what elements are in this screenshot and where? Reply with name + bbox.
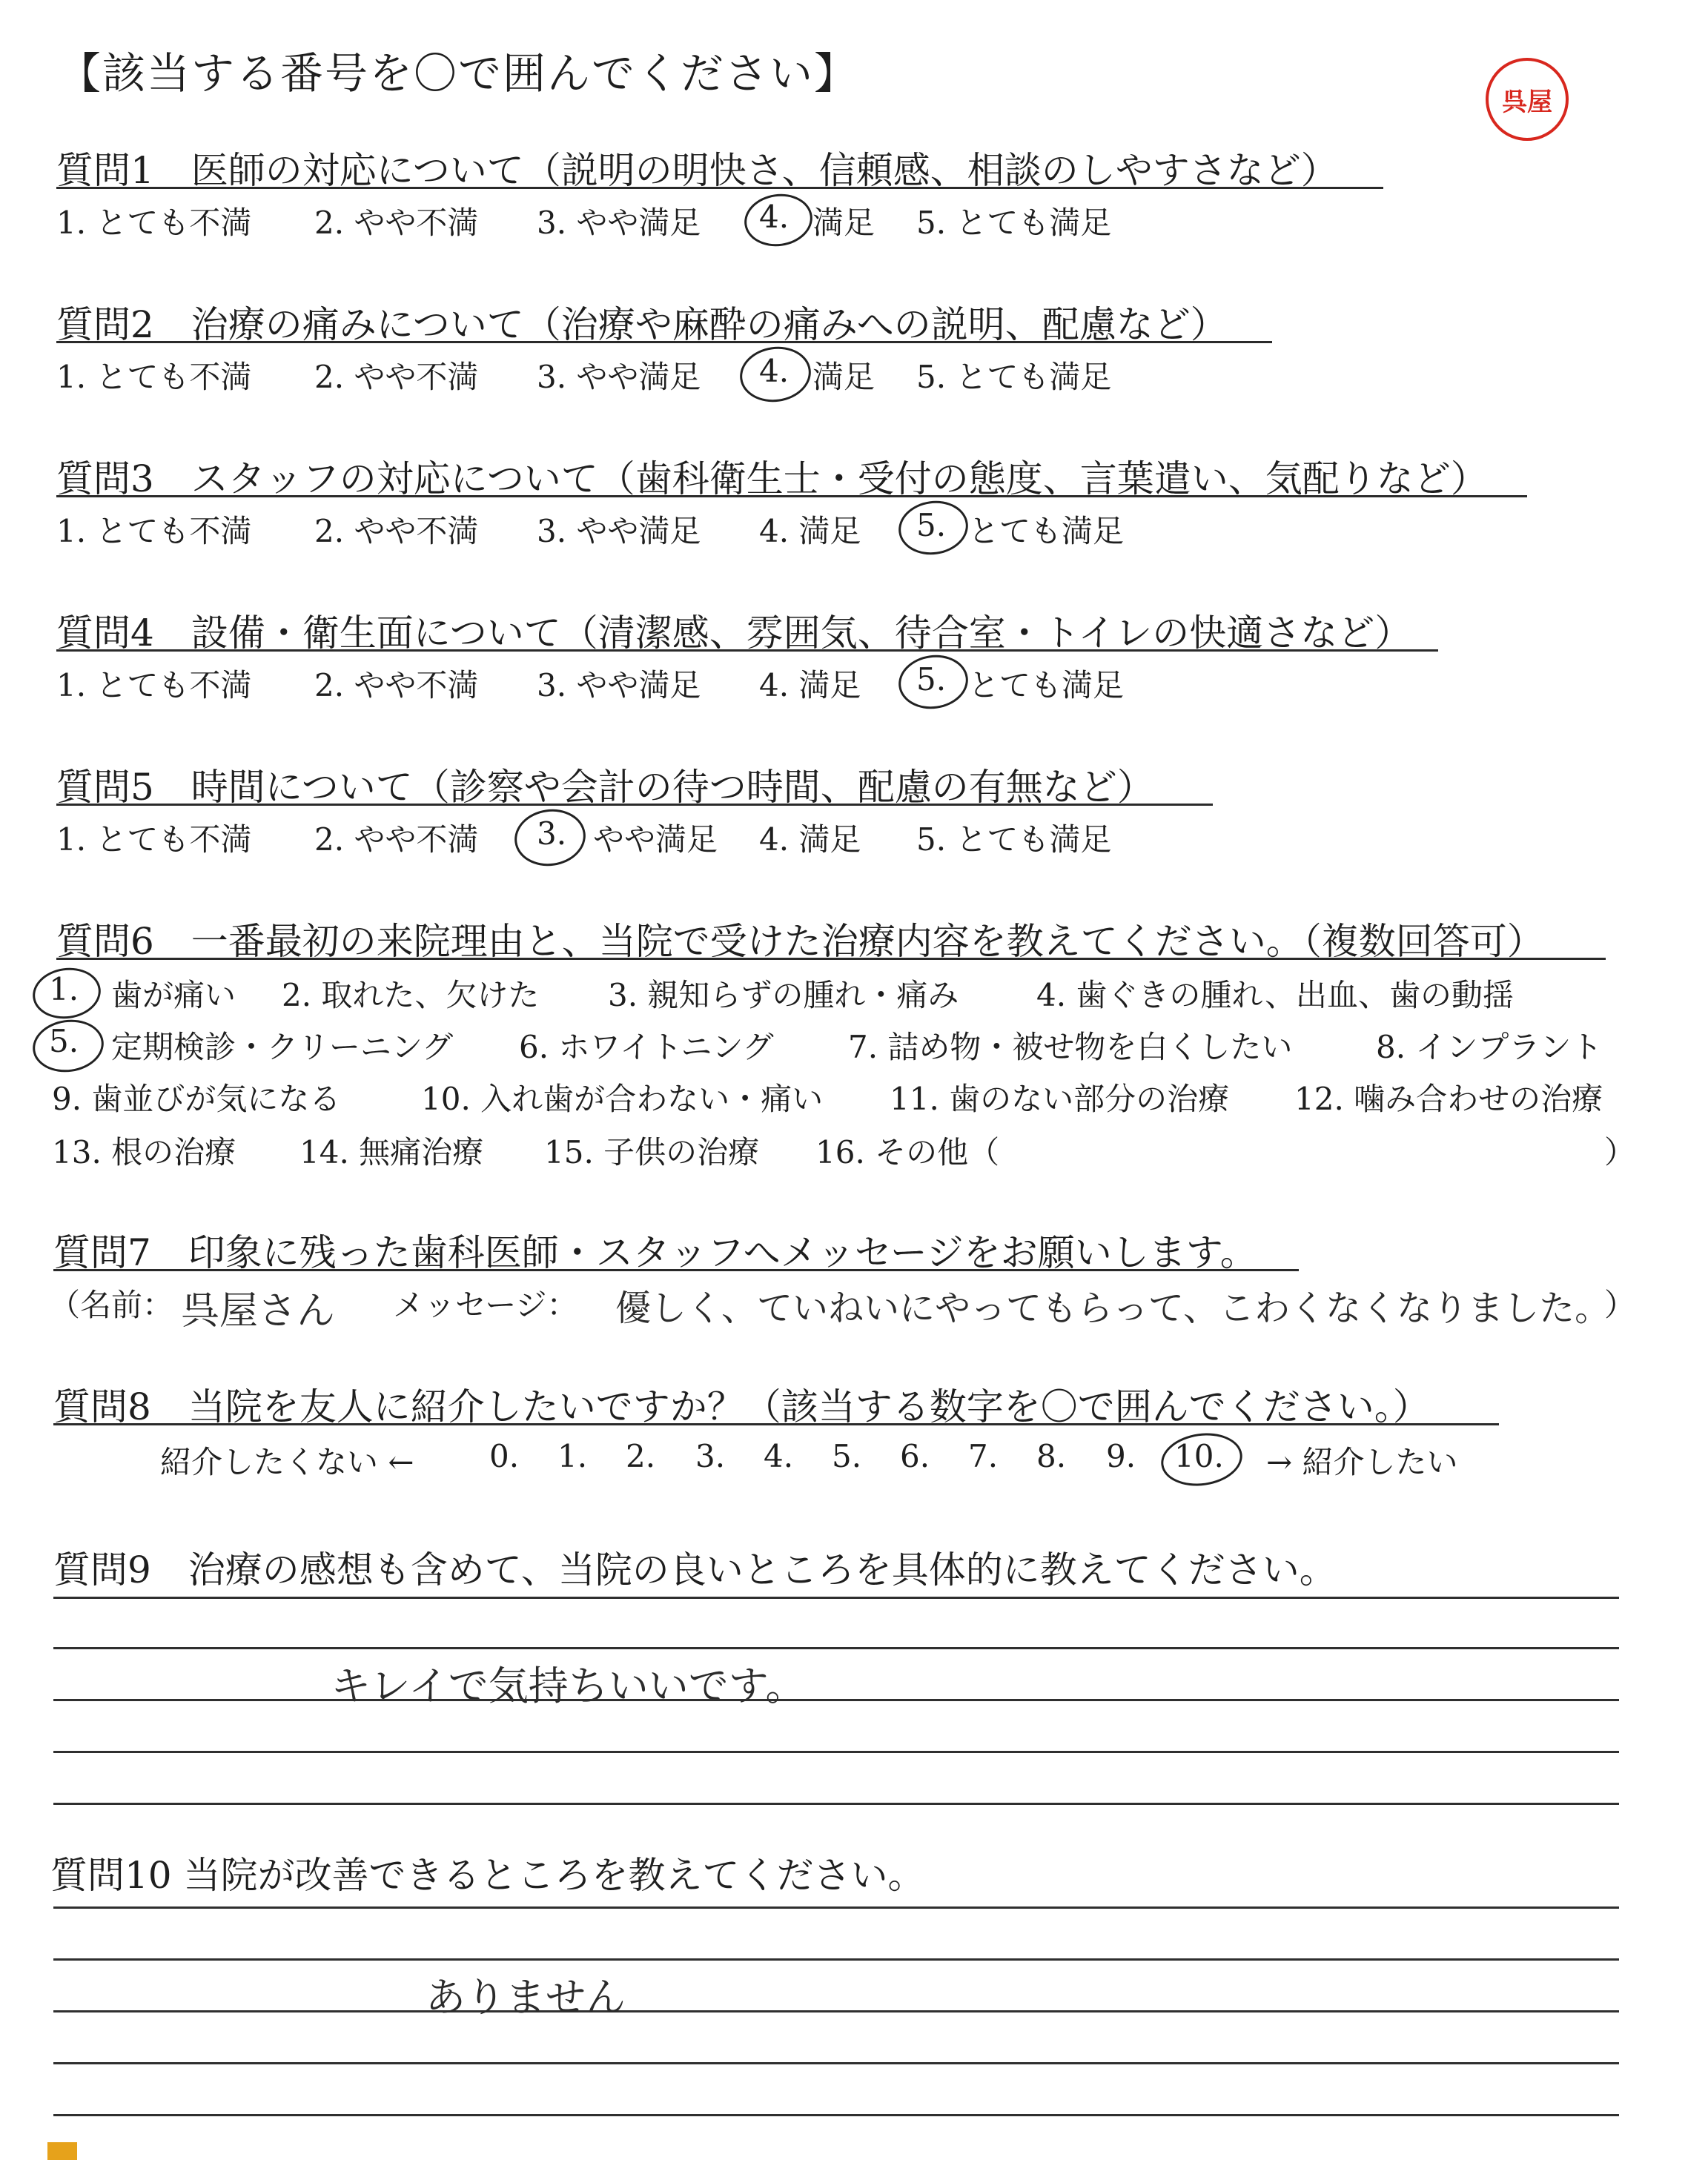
answer-line xyxy=(53,1906,1619,1909)
question-1-underline xyxy=(56,187,1383,189)
q8-scale-3[interactable]: 3. xyxy=(695,1438,726,1474)
bottom-marker xyxy=(47,2142,77,2160)
answer-line xyxy=(53,1597,1619,1599)
q6-option-7[interactable]: 7. 詰め物・被せ物を白くしたい xyxy=(848,1029,1293,1065)
q1-option-4-number[interactable]: 4. xyxy=(759,199,790,235)
q2-selection-circle xyxy=(736,342,814,407)
q3-option-5-text: とても満足 xyxy=(968,513,1125,549)
q2-option-3[interactable]: 3. やや満足 xyxy=(537,359,701,395)
q3-option-3[interactable]: 3. やや満足 xyxy=(537,513,701,549)
q6-option-12[interactable]: 12. 噛み合わせの治療 xyxy=(1294,1081,1603,1117)
q5-option-3-number[interactable]: 3. xyxy=(537,815,567,852)
q4-option-5-text: とても満足 xyxy=(968,667,1125,703)
q6-option-9[interactable]: 9. 歯並びが気になる xyxy=(52,1081,341,1117)
q8-selection-circle xyxy=(1158,1428,1246,1491)
q6-option-1-text: 歯が痛い xyxy=(111,977,236,1013)
q3-option-4[interactable]: 4. 満足 xyxy=(759,513,861,549)
question-5-underline xyxy=(56,804,1213,806)
q6-option-1-number[interactable]: 1. xyxy=(49,971,79,1007)
answer-line xyxy=(53,1647,1619,1649)
question-6-label: 質問6 一番最初の来院理由と、当院で受けた治療内容を教えてください。（複数回答可） xyxy=(56,920,1544,963)
q2-option-1[interactable]: 1. とても不満 xyxy=(56,359,252,395)
q6-option-14[interactable]: 14. 無痛治療 xyxy=(299,1134,484,1170)
q4-option-5-number[interactable]: 5. xyxy=(916,661,947,698)
question-4-label: 質問4 設備・衛生面について（清潔感、雰囲気、待合室・トイレの快適さなど） xyxy=(56,612,1412,655)
q8-scale-5[interactable]: 5. xyxy=(832,1438,862,1474)
question-5-label: 質問5 時間について（診察や会計の待つ時間、配慮の有無など） xyxy=(56,766,1154,809)
q8-scale-2[interactable]: 2. xyxy=(626,1438,656,1474)
q8-scale-8[interactable]: 8. xyxy=(1036,1438,1067,1474)
page-title: 【該当する番号を〇で囲んでください】 xyxy=(58,48,859,99)
q8-scale-6[interactable]: 6. xyxy=(900,1438,930,1474)
q1-option-3[interactable]: 3. やや満足 xyxy=(537,205,701,241)
question-7-underline xyxy=(53,1269,1299,1271)
q4-option-3[interactable]: 3. やや満足 xyxy=(537,667,701,703)
q4-option-1[interactable]: 1. とても不満 xyxy=(56,667,252,703)
answer-line xyxy=(53,2114,1619,2116)
question-3-label: 質問3 スタッフの対応について（歯科衛生士・受付の態度、言葉遣い、気配りなど） xyxy=(56,457,1488,500)
q6-option-15[interactable]: 15. 子供の治療 xyxy=(544,1134,760,1170)
q4-option-2[interactable]: 2. やや不満 xyxy=(314,667,479,703)
q2-option-4-number[interactable]: 4. xyxy=(759,353,790,389)
q7-name-label: （名前： xyxy=(49,1287,174,1323)
question-7-label: 質問7 印象に残った歯科医師・スタッフへメッセージをお願いします。 xyxy=(53,1231,1257,1274)
q3-option-5-number[interactable]: 5. xyxy=(916,507,947,543)
q3-option-1[interactable]: 1. とても不満 xyxy=(56,513,252,549)
q7-name-value[interactable]: 呉屋さん xyxy=(181,1289,336,1334)
q6-option-2[interactable]: 2. 取れた、欠けた xyxy=(282,977,540,1013)
question-2-underline xyxy=(56,341,1272,343)
q1-option-1[interactable]: 1. とても不満 xyxy=(56,205,252,241)
q6-option-10[interactable]: 10. 入れ歯が合わない・痛い xyxy=(421,1081,824,1117)
q5-option-1[interactable]: 1. とても不満 xyxy=(56,821,252,858)
q1-option-4-text: 満足 xyxy=(812,205,875,241)
q8-scale-0[interactable]: 0. xyxy=(489,1438,520,1474)
question-4-underline xyxy=(56,649,1438,652)
q4-option-4[interactable]: 4. 満足 xyxy=(759,667,861,703)
q6-option-6[interactable]: 6. ホワイトニング xyxy=(519,1029,774,1065)
q8-right-label: → 紹介したい xyxy=(1266,1444,1458,1480)
q1-option-5[interactable]: 5. とても満足 xyxy=(916,205,1112,241)
question-10-label: 質問10 当院が改善できるところを教えてください。 xyxy=(50,1854,925,1897)
answer-line xyxy=(53,2062,1619,2064)
question-8-label: 質問8 当院を友人に紹介したいですか？（該当する数字を〇で囲んでください。） xyxy=(53,1385,1430,1428)
q9-answer-text: キレイで気持ちいいです。 xyxy=(331,1663,806,1709)
answer-line xyxy=(53,1751,1619,1753)
q5-option-4[interactable]: 4. 満足 xyxy=(759,821,861,858)
q10-answer-text: ありません xyxy=(426,1974,626,2021)
question-2-label: 質問2 治療の痛みについて（治療や麻酔の痛みへの説明、配慮など） xyxy=(56,303,1228,346)
q8-scale-10[interactable]: 10. xyxy=(1174,1438,1224,1474)
answer-line xyxy=(53,1958,1619,1961)
question-6-underline xyxy=(56,958,1606,960)
q5-selection-circle xyxy=(511,805,589,871)
q8-scale-1[interactable]: 1. xyxy=(557,1438,588,1474)
q7-message-label: メッセージ： xyxy=(393,1287,578,1323)
name-stamp: 呉屋 xyxy=(1486,58,1569,141)
q6-option-5-number[interactable]: 5. xyxy=(49,1023,79,1059)
q6-selection-circle-1 xyxy=(30,964,105,1023)
q6-option-8[interactable]: 8. インプラント xyxy=(1376,1029,1603,1065)
q3-selection-circle xyxy=(895,497,971,559)
q6-option-13[interactable]: 13. 根の治療 xyxy=(52,1134,236,1170)
question-3-underline xyxy=(56,495,1527,497)
q2-option-4-text: 満足 xyxy=(812,359,875,395)
q5-option-2[interactable]: 2. やや不満 xyxy=(314,821,479,858)
answer-line xyxy=(53,1699,1619,1701)
q6-option-16-close: ） xyxy=(1604,1134,1636,1170)
q6-selection-circle-5 xyxy=(30,1016,107,1077)
q7-close-paren: ） xyxy=(1604,1287,1636,1323)
q6-option-11[interactable]: 11. 歯のない部分の治療 xyxy=(890,1081,1230,1117)
q2-option-2[interactable]: 2. やや不満 xyxy=(314,359,479,395)
q5-option-3-text: やや満足 xyxy=(593,821,718,858)
question-8-underline xyxy=(53,1423,1499,1425)
q8-scale-9[interactable]: 9. xyxy=(1106,1438,1136,1474)
answer-line xyxy=(53,1803,1619,1805)
q4-selection-circle xyxy=(895,651,971,713)
answer-line xyxy=(53,2010,1619,2012)
q8-left-label: 紹介したくない ← xyxy=(160,1444,414,1480)
q2-option-5[interactable]: 5. とても満足 xyxy=(916,359,1112,395)
q6-option-3[interactable]: 3. 親知らずの腫れ・痛み xyxy=(608,977,959,1013)
q1-option-2[interactable]: 2. やや不満 xyxy=(314,205,479,241)
q8-scale-7[interactable]: 7. xyxy=(968,1438,999,1474)
q6-option-16[interactable]: 16. その他（ xyxy=(815,1134,1000,1170)
q3-option-2[interactable]: 2. やや不満 xyxy=(314,513,479,549)
question-9-label: 質問9 治療の感想も含めて、当院の良いところを具体的に教えてください。 xyxy=(53,1548,1337,1591)
q5-option-5[interactable]: 5. とても満足 xyxy=(916,821,1112,858)
q8-scale-4[interactable]: 4. xyxy=(764,1438,794,1474)
q1-selection-circle xyxy=(741,190,816,251)
question-1-label: 質問1 医師の対応について（説明の明快さ、信頼感、相談のしやすさなど） xyxy=(56,149,1338,192)
q6-option-4[interactable]: 4. 歯ぐきの腫れ、出血、歯の動揺 xyxy=(1036,977,1514,1013)
q6-option-5-text: 定期検診・クリーニング xyxy=(111,1029,454,1065)
q7-message-value[interactable]: 優しく、ていねいにやってもらって、こわくなくなりました。 xyxy=(615,1288,1611,1329)
